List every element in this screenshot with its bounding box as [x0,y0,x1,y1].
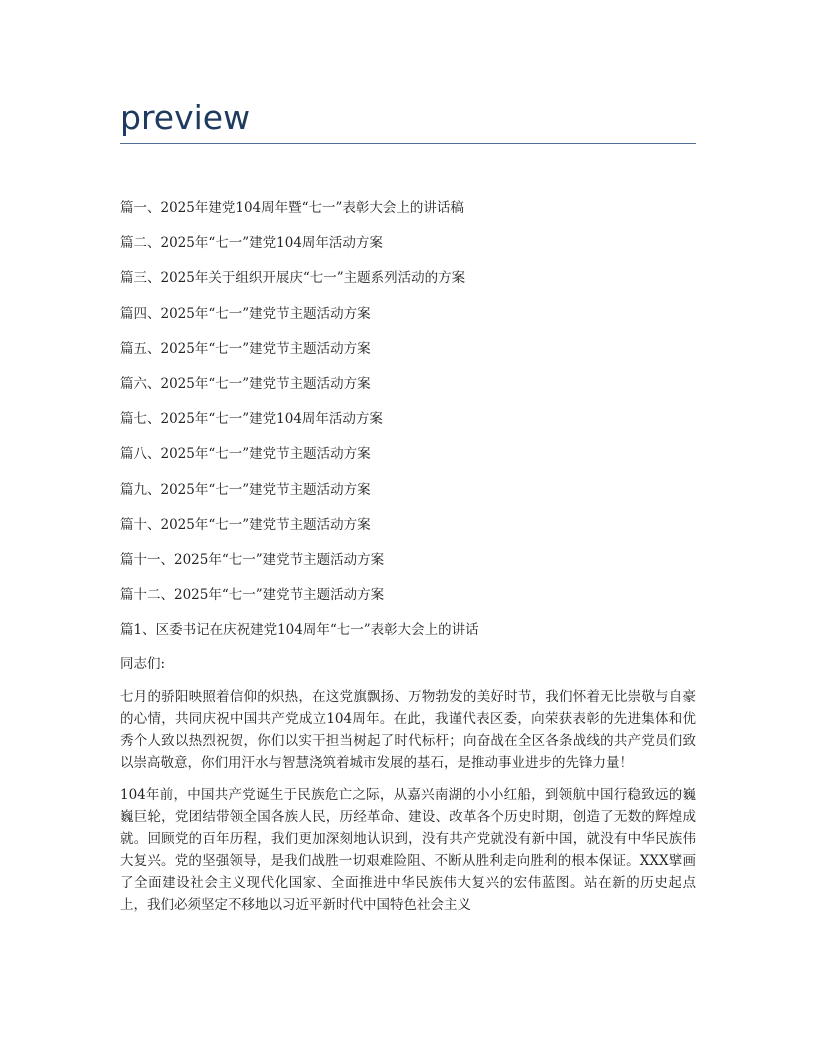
toc-item: 篇七、2025年“七一”建党104周年活动方案 [120,411,383,428]
toc-item: 篇二、2025年“七一”建党104周年活动方案 [120,235,383,252]
document-body [120,196,696,926]
section-heading: 篇1、区委书记在庆祝建党104周年“七一”表彰大会上的讲话 [120,622,479,639]
body-paragraph: 七月的骄阳映照着信仰的炽热，在这党旗飘扬、万物勃发的美好时节，我们怀着无比崇敬与自豪的心情，共同庆祝中国共产党成立104周年。在此，我谨代表区委，向荣获表彰的先进集体和优秀个人致以热烈祝贺，你们以实干担当树起了时代标杆；向奋战在全区各条战线的共产党员们致以崇高敬意，你们用汗水与智慧浇筑着城市发展的基石，是推动事业进步的先锋力量！ [120,689,696,772]
toc-item: 篇九、2025年“七一”建党节主题活动方案 [120,481,371,498]
salutation: 同志们: [120,656,166,673]
page-title: preview [120,98,251,137]
toc-item: 篇六、2025年“七一”建党节主题活动方案 [120,375,371,392]
toc-item: 篇一、2025年建党104周年暨“七一”表彰大会上的讲话稿 [120,200,464,216]
body-paragraph: 104年前，中国共产党诞生于民族危亡之际，从嘉兴南湖的小小红船，到领航中国行稳致远的巍巍巨轮，党团结带领全国各族人民，历经革命、建设、改革各个历史时期，创造了无数的辉煌成就。回顾党的百年历程，我们更加深刻地认识到，没有共产党就没有新中国，就没有中华民族伟大复兴。党的坚强领导，是我们战胜一切艰难险阻、不断从胜利走向胜利的根本保证。XXX擘画了全面建设社会主义现代化国家、全面推进中华民族伟大复兴的宏伟蓝图。站在新的历史起点上，我们必须坚定不移地以习近平新时代中国特色社会主义 [120,787,696,914]
toc-item: 篇十一、2025年“七一”建党节主题活动方案 [120,551,385,568]
toc-item: 篇四、2025年“七一”建党节主题活动方案 [120,305,371,322]
toc-item: 篇三、2025年关于组织开展庆“七一”主题系列活动的方案 [120,270,466,287]
toc-item: 篇十、2025年“七一”建党节主题活动方案 [120,516,371,533]
title-divider [120,143,696,144]
toc-item: 篇五、2025年“七一”建党节主题活动方案 [120,340,371,357]
toc-item: 篇八、2025年“七一”建党节主题活动方案 [120,446,371,463]
toc-item: 篇十二、2025年“七一”建党节主题活动方案 [120,587,385,604]
table-of-contents [120,196,696,607]
